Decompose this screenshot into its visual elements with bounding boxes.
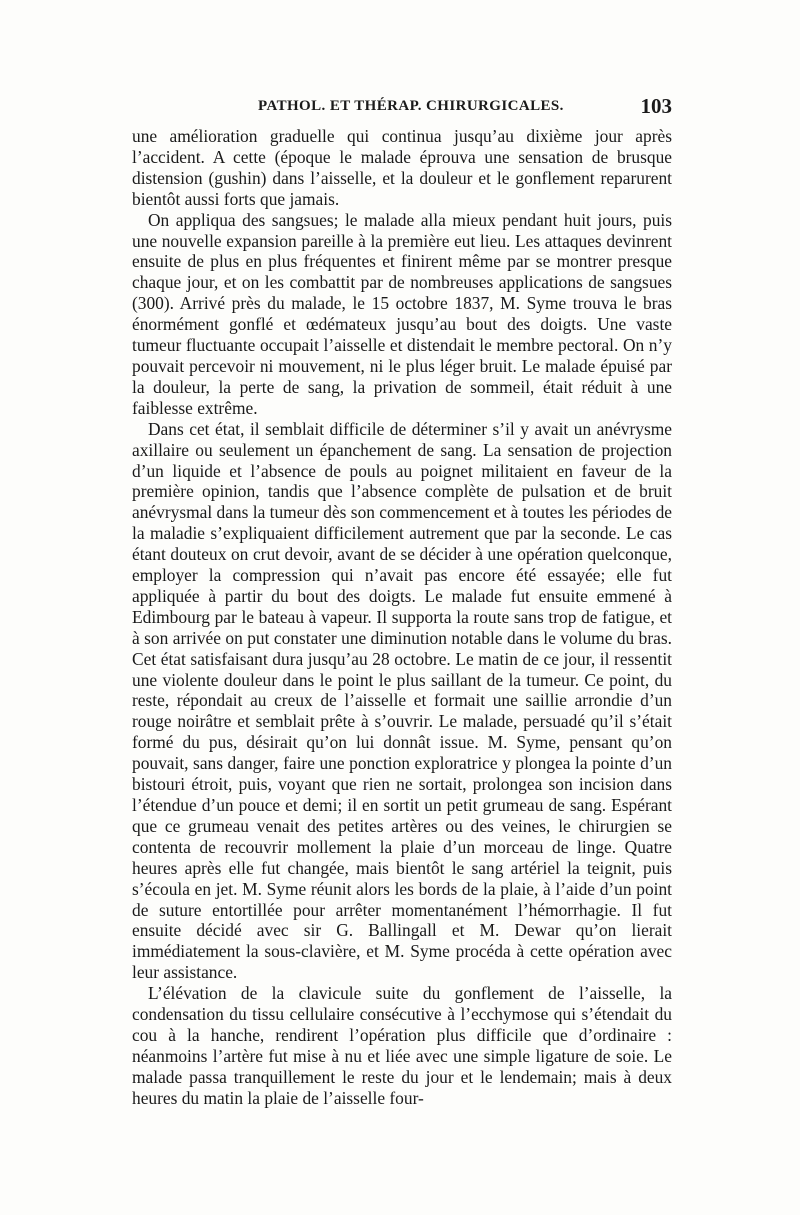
paragraph-operation: L’élévation de la clavicule suite du gonflement de l’aisselle, la condensation du tissu cellulaire consécutive à l’ecchymose qui s’étendait du cou à la hanche, rendirent l’opération plus difficile que d’ordinaire : néanmoins l’artère fut mise à nu et liée avec une simple ligature de soie. Le malade passa tranquillement le reste du jour et le lendemain; mais à deux heures du matin la plaie de l’aisselle four- [132,983,672,1108]
body-text [132,126,672,1109]
running-head: PATHOL. ET THÉRAP. CHIRURGICALES. [258,98,564,114]
paragraph-diagnostic: Dans cet état, il semblait difficile de déterminer s’il y avait un anévrysme axillaire ou seulement un épanchement de sang. La sensation de projection d’un liquide et l’absence de pouls au poignet militaient en faveur de la première opinion, tandis que l’absence complète de pulsation et de bruit anévrysmal dans la tumeur dès son commencement et à toutes les périodes de la maladie s’expliquaient difficilement autrement que par la seconde. Le cas étant douteux on crut devoir, avant de se décider à une opération quelconque, employer la compression qui n’avait pas encore été essayée; elle fut appliquée à partir du bout des doigts. Le malade fut ensuite emmené à Edimbourg par le bateau à vapeur. Il supporta la route sans trop de fatigue, et à son arrivée on put constater une diminution notable dans le volume du bras. Cet état satisfaisant dura jusqu’au 28 octobre. Le matin de ce jour, il ressentit une violente douleur dans le point le plus saillant de la tumeur. Ce point, du reste, répondait au creux de l’aisselle et formait une saillie arrondie d’un rouge noirâtre et semblait prête à s’ouvrir. Le malade, persuadé qu’il s’était formé du pus, désirait qu’on lui donnât issue. M. Syme, pensant qu’on pouvait, sans danger, faire une ponction exploratrice y plongea la pointe d’un bistouri étroit, puis, voyant que rien ne sortait, prolongea son incision dans l’étendue d’un pouce et demi; il en sortit un petit grumeau de sang. Espérant que ce grumeau venait des petites artères ou des veines, le chirurgien se contenta de recouvrir mollement la plaie d’un morceau de linge. Quatre heures après elle fut changée, mais bientôt le sang artériel la teignit, puis s’écoula en jet. M. Syme réunit alors les bords de la plaie, à l’aide d’un point de suture entortillée pour arrêter momentanément l’hémorrhagie. Il fut ensuite décidé avec sir G. Ballingall et M. Dewar qu’on lierait immédiatement la sous-clavière, et M. Syme procéda à cette opération avec leur assistance. [132,418,672,983]
paragraph-sangsues: On appliqua des sangsues; le malade alla mieux pendant huit jours, puis une nouvelle expansion pareille à la première eut lieu. Les attaques devinrent ensuite de plus en plus fréquentes et finirent même par se montrer presque chaque jour, et on les combattit par de nombreuses applications de sangsues (300). Arrivé près du malade, le 15 octobre 1837, M. Syme trouva le bras énormément gonflé et œdémateux jusqu’au bout des doigts. Une vaste tumeur fluctuante occupait l’aisselle et distendait le membre pectoral. On n’y pouvait percevoir ni mouvement, ni le plus léger bruit. Le malade épuisé par la douleur, la perte de sang, la privation de sommeil, était réduit à une faiblesse extrême. [132,209,672,418]
page-number: 103 [640,94,672,118]
page-header [132,94,672,120]
paragraph-continuation: une amélioration graduelle qui continua jusqu’au dixième jour après l’accident. A cette (époque le malade éprouva une sensation de brusque distension (gushin) dans l’aisselle, et la douleur et le gonflement reparurent bientôt aussi forts que jamais. [132,126,672,209]
